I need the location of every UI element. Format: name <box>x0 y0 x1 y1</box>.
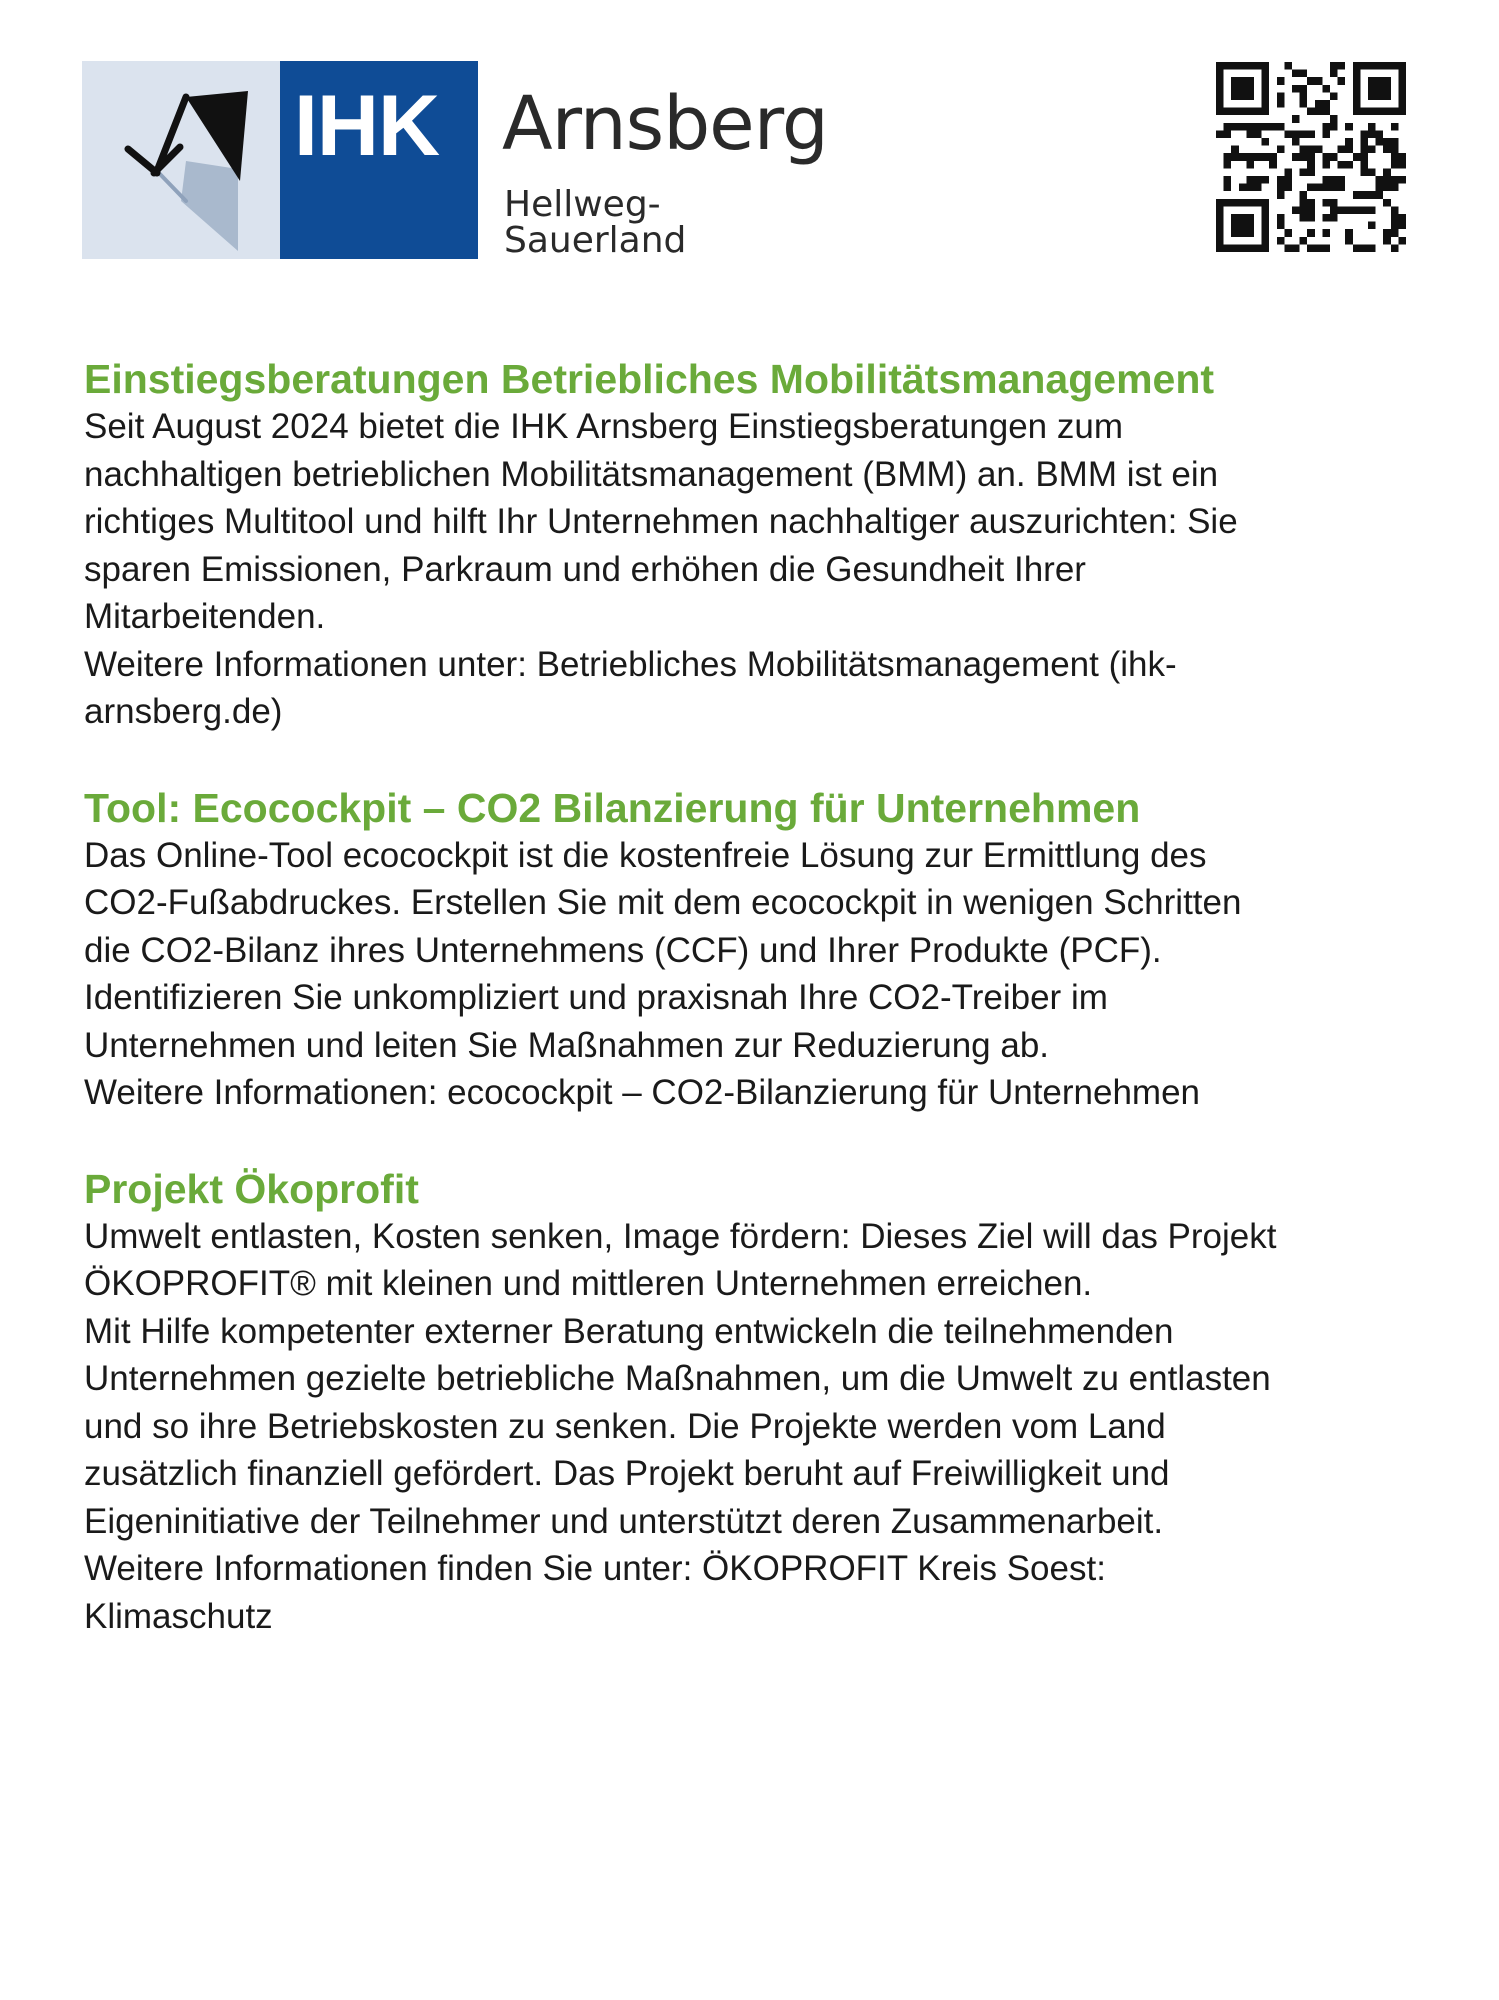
main-content <box>84 355 1434 1688</box>
ihk-arnsberg-logo <box>82 61 832 259</box>
section-title: Projekt Ökoprofit <box>84 1165 419 1212</box>
logo-region-name: Hellweg-Sauerland <box>504 184 687 261</box>
logo-city-name: Arnsberg <box>502 81 828 167</box>
section-body: Seit August 2024 bietet die IHK Arnsberg Einstiegsberatungen zum nachhaltigen betrieblichen Mobilitätsmanagement (BMM) an. BMM ist ein richtiges Multitool und hilft Ihr Unternehmen nachhaltiger auszurichten: Sie sparen Emissionen, Parkraum und erhöhen die Gesundheit Ihrer Mitarbeitenden. Weitere Informationen unter: Betriebliches Mobilitätsmanagement (ihk- arnsberg.de) <box>84 407 1238 731</box>
section-body: Umwelt entlasten, Kosten senken, Image fördern: Dieses Ziel will das Projekt ÖKOPROFIT® mit kleinen und mittleren Unternehmen erreichen. Mit Hilfe kompetenter externer Beratung entwickeln die teilnehmenden Unternehmen gezielte betriebliche Maßnahmen, um die Umwelt zu entlasten und so ihre Betriebskosten zu senken. Die Projekte werden vom Land zusätzlich finanziell gefördert. Das Projekt beruht auf Freiwilligkeit und Eigeninitiative der Teilnehmer und unterstützt deren Zusammenarbeit. Weitere Informationen finden Sie unter: ÖKOPROFIT Kreis Soest: Klimaschutz <box>84 1216 1277 1636</box>
section-title: Einstiegsberatungen Betriebliches Mobilitätsmanagement <box>84 356 1215 402</box>
logo-ihk-block <box>280 61 478 259</box>
logo-ihk-text: IHK <box>294 78 440 174</box>
section-ecocockpit <box>84 784 1434 1117</box>
section-mobility-management <box>84 355 1434 736</box>
qr-code[interactable] <box>1216 62 1406 252</box>
logo-flag-emblem <box>82 61 280 259</box>
section-oekoprofit <box>84 1165 1434 1641</box>
section-body: Das Online-Tool ecocockpit ist die kostenfreie Lösung zur Ermittlung des CO2-Fußabdruckes. Erstellen Sie mit dem ecocockpit in wenigen Schritten die CO2-Bilanz ihres Unternehmens (CCF) und Ihrer Produkte (PCF). Identifizieren Sie unkompliziert und praxisnah Ihre CO2-Treiber im Unternehmen und leiten Sie Maßnahmen zur Reduzierung ab. Weitere Informationen: ecocockpit – CO2-Bilanzierung für Unternehmen <box>84 835 1242 1112</box>
section-title: Tool: Ecocockpit – CO2 Bilanzierung für Unternehmen <box>84 784 1141 831</box>
